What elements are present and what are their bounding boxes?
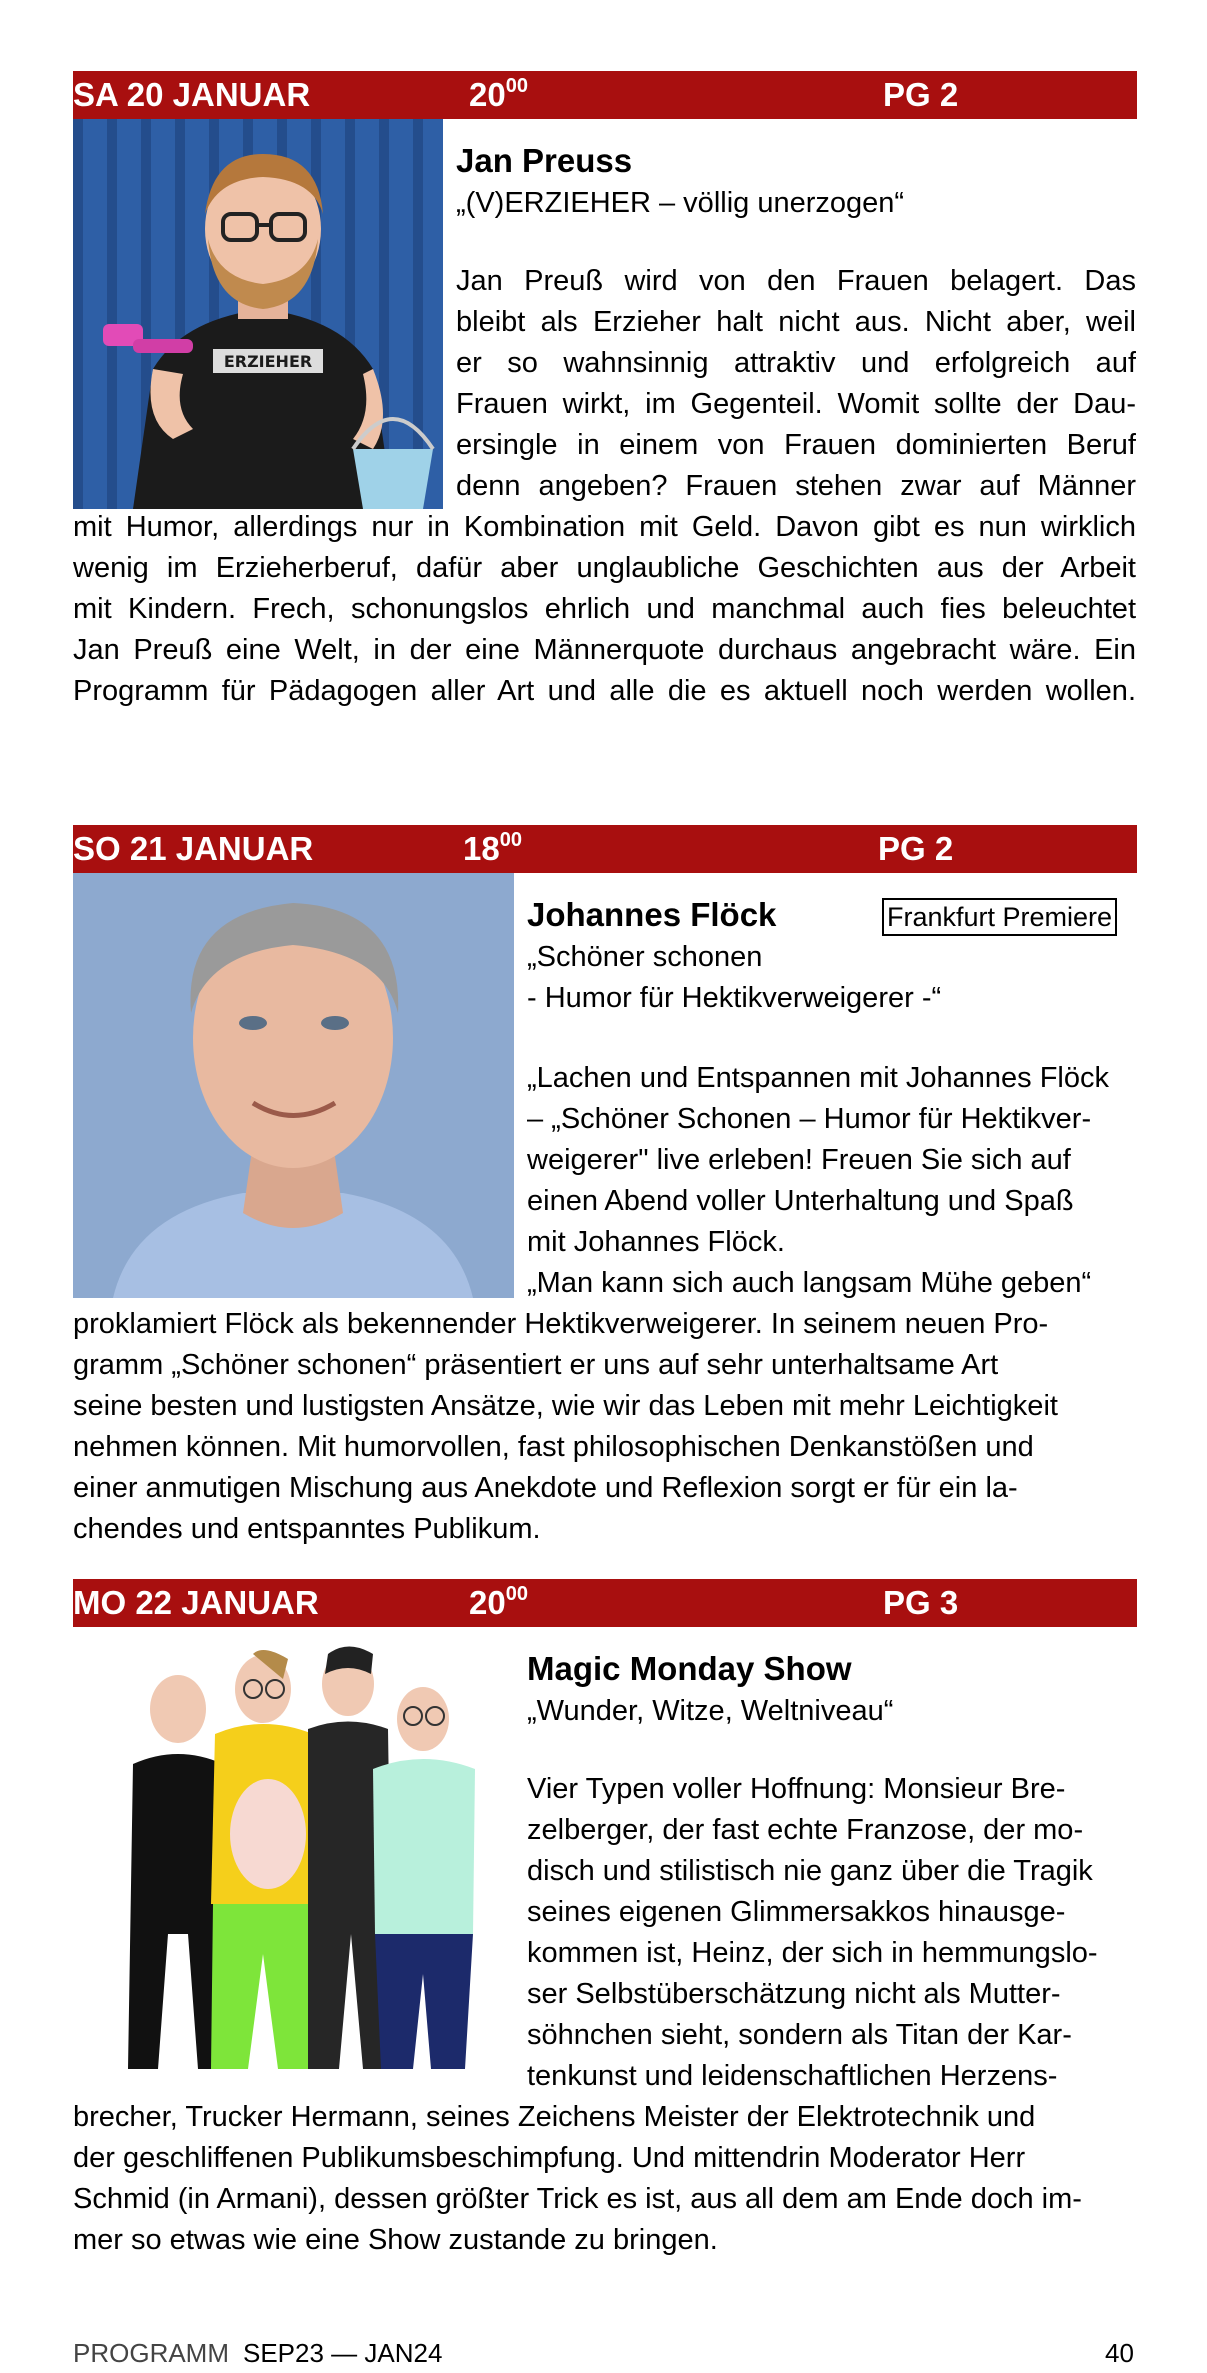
description-line: proklamiert Flöck als bekennender Hektikverweigerer. In seinem neuen Pro-	[73, 1308, 1049, 1340]
event-time: $20^{00}$	[469, 75, 528, 113]
artist-name: Jan Preuss	[456, 142, 633, 179]
description-line: er so wahnsinnig attraktiv und erfolgreich auf	[456, 347, 1136, 379]
event-venue: PG 2	[878, 830, 954, 867]
event-magic-monday-show	[73, 1579, 1137, 2279]
event-date: SO 21 JANUAR	[73, 830, 314, 867]
premiere-badge: Frankfurt Premiere	[882, 898, 1117, 936]
shirt-logo-text: ERZIEHER	[223, 352, 313, 371]
description-line: bleibt als Erzieher halt nicht aus. Nicht aber, weil	[456, 306, 1136, 338]
footer-program-label: PROGRAMM	[73, 2338, 229, 2368]
description-line: – „Schöner Schonen – Humor für Hektikver-	[527, 1103, 1092, 1135]
event-subtitle: - Humor für Hektikverweigerer -“	[527, 982, 942, 1014]
description-line: ser Selbstüberschätzung nicht als Mutter-	[527, 1978, 1061, 2010]
description-line: weigerer" live erleben! Freuen Sie sich auf	[527, 1144, 1071, 1176]
event-jan-preuss	[73, 71, 1137, 721]
description-line: Programm für Pädagogen aller Art und alle die es aktuell noch werden wollen.	[73, 675, 1136, 707]
description-line: seines eigenen Glimmersakkos hinausge-	[527, 1896, 1066, 1928]
description-line: mit Johannes Flöck.	[527, 1226, 785, 1258]
artist-name: Magic Monday Show	[527, 1650, 852, 1687]
description-line: mit Humor, allerdings nur in Kombination mit Geld. Davon gibt es nun wirklich	[73, 511, 1136, 543]
footer-season: SEP23 — JAN24	[243, 2338, 443, 2368]
description-line: nehmen können. Mit humorvollen, fast philosophischen Denkanstößen und	[73, 1431, 1034, 1463]
description-line: wenig im Erzieherberuf, dafür aber unglaubliche Geschichten aus der Arbeit	[73, 552, 1136, 584]
description-line: Frauen wirkt, im Gegenteil. Womit sollte der Dau-	[456, 388, 1136, 420]
description-line: seine besten und lustigsten Ansätze, wie wir das Leben mit mehr Leichtigkeit	[73, 1390, 1058, 1422]
event-date: SA 20 JANUAR	[73, 76, 311, 113]
description-line: chendes und entspanntes Publikum.	[73, 1513, 541, 1545]
description-line: mer so etwas wie eine Show zustande zu bringen.	[73, 2224, 718, 2256]
description-line: brecher, Trucker Hermann, seines Zeichens Meister der Elektrotechnik und	[73, 2101, 1036, 2133]
artist-photo	[73, 119, 443, 509]
event-date: MO 22 JANUAR	[73, 1584, 319, 1621]
jan-preuss-photo	[73, 119, 443, 509]
description-line: denn angeben? Frauen stehen zwar auf Männer	[456, 470, 1136, 502]
event-header-bar	[73, 825, 1137, 873]
description-line: disch und stilistisch nie ganz über die Tragik	[527, 1855, 1093, 1887]
description-line: Vier Typen voller Hoffnung: Monsieur Bre-	[527, 1773, 1066, 1805]
event-venue: PG 3	[883, 1584, 959, 1621]
description-line: einen Abend voller Unterhaltung und Spaß	[527, 1185, 1074, 1217]
description-line: söhnchen sieht, sondern als Titan der Kar-	[527, 2019, 1072, 2051]
description-line: gramm „Schöner schonen“ präsentiert er uns auf sehr unterhaltsame Art	[73, 1349, 999, 1381]
description-line: zelberger, der fast echte Franzose, der mo-	[527, 1814, 1084, 1846]
description-line: Jan Preuß eine Welt, in der eine Männerquote durchaus angebracht wäre. Ein	[73, 634, 1136, 666]
event-header-bar	[73, 71, 1137, 119]
event-johannes-floeck	[73, 825, 1137, 1545]
description-line: „Lachen und Entspannen mit Johannes Flöck	[527, 1062, 1109, 1094]
event-subtitle: „(V)ERZIEHER – völlig unerzogen“	[456, 187, 905, 219]
description-line: „Man kann sich auch langsam Mühe geben“	[527, 1267, 1092, 1299]
page-number: 40	[1105, 2338, 1134, 2368]
description-line: Jan Preuß wird von den Frauen belagert. Das	[456, 265, 1136, 297]
artist-photo	[73, 873, 514, 1298]
event-venue: PG 2	[883, 76, 959, 113]
event-header-bar	[73, 1579, 1137, 1627]
description-line: Schmid (in Armani), dessen größter Trick es ist, aus all dem am Ende doch im-	[73, 2183, 1082, 2215]
artist-name: Johannes Flöck	[527, 896, 777, 933]
event-time: $20^{00}$	[469, 1583, 528, 1621]
artist-photo	[103, 1634, 513, 2069]
description-line: tenkunst und leidenschaftlichen Herzens-	[527, 2060, 1058, 2092]
event-subtitle: „Schöner schonen	[527, 941, 763, 973]
description-line: mit Kindern. Frech, schonungslos ehrlich und manchmal auch fies beleuchtet	[73, 593, 1136, 625]
description-line: der geschliffenen Publikumsbeschimpfung. Und mittendrin Moderator Herr	[73, 2142, 1026, 2174]
event-time: $18^{00}$	[463, 829, 522, 867]
johannes-floeck-photo	[73, 873, 514, 1298]
magic-monday-group-photo	[103, 1634, 513, 2069]
description-line: ersingle in einem von Frauen dominierten Beruf	[456, 429, 1136, 461]
event-subtitle: „Wunder, Witze, Weltniveau“	[527, 1695, 894, 1727]
description-line: einer anmutigen Mischung aus Anekdote und Reflexion sorgt er für ein la-	[73, 1472, 1018, 1504]
description-line: kommen ist, Heinz, der sich in hemmungslo-	[527, 1937, 1098, 1969]
